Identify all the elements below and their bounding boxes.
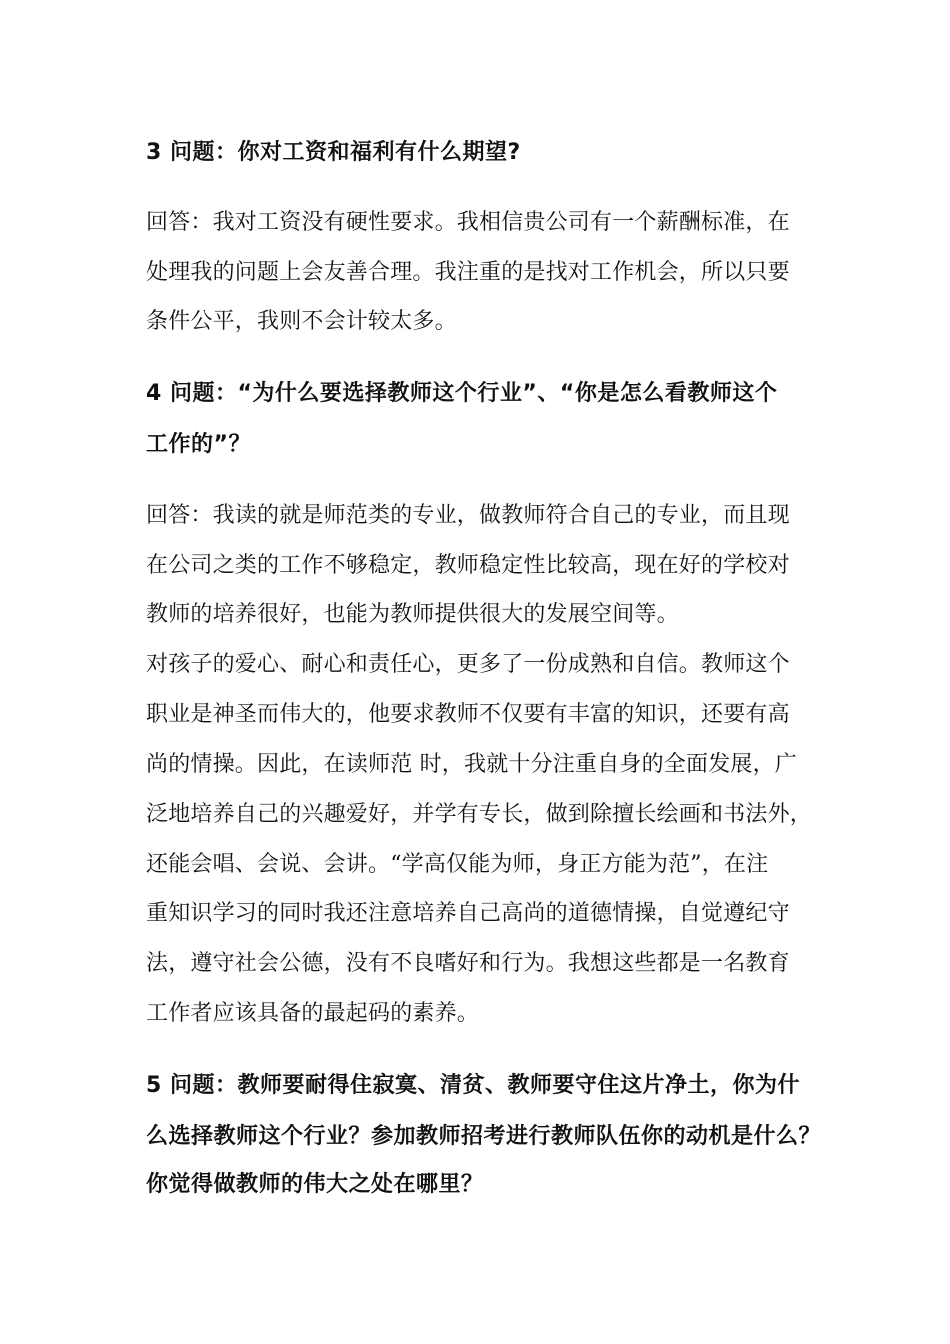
answer-4-line-6: 尚的情操。因此，在读师范 时，我就十分注重自身的全面发展，广 xyxy=(146,752,797,777)
question-5-line-3: 你觉得做教师的伟大之处在哪里？ xyxy=(146,1172,484,1197)
answer-4-line-11: 工作者应该具备的最起码的素养。 xyxy=(146,1001,480,1026)
answer-3-line-1: 回答：我对工资没有硬性要求。我相信贵公司有一个薪酬标准，在 xyxy=(146,210,790,235)
question-4-line-1: 4 问题：“为什么要选择教师这个行业”、“你是怎么看教师这个 xyxy=(146,381,778,406)
answer-4-line-8: 还能会唱、会说、会讲。“学高仅能为师，身正方能为范”，在注 xyxy=(146,852,769,877)
question-5-line-2: 么选择教师这个行业？参加教师招考进行教师队伍你的动机是什么？ xyxy=(146,1124,822,1149)
answer-3-line-3: 条件公平，我则不会计较太多。 xyxy=(146,309,457,334)
answer-3-line-2: 处理我的问题上会友善合理。我注重的是找对工作机会，所以只要 xyxy=(146,260,790,285)
answer-4-line-5: 职业是神圣而伟大的，他要求教师不仅要有丰富的知识，还要有高 xyxy=(146,702,790,727)
answer-4-line-3: 教师的培养很好，也能为教师提供很大的发展空间等。 xyxy=(146,602,679,627)
answer-4-line-1: 回答：我读的就是师范类的专业，做教师符合自己的专业，而且现 xyxy=(146,503,790,528)
answer-4-line-2: 在公司之类的工作不够稳定，教师稳定性比较高，现在好的学校对 xyxy=(146,553,790,578)
question-4-line-2: 工作的”？ xyxy=(146,432,251,457)
answer-4-line-4: 对孩子的爱心、耐心和责任心，更多了一份成熟和自信。教师这个 xyxy=(146,652,790,677)
question-3-line-1: 3 问题：你对工资和福利有什么期望? xyxy=(146,140,521,165)
question-5-line-1: 5 问题：教师要耐得住寂寞、清贫、教师要守住这片净土，你为什 xyxy=(146,1073,800,1098)
answer-4-line-7: 泛地培养自己的兴趣爱好，并学有专长，做到除擅长绘画和书法外， xyxy=(146,802,813,827)
answer-4-line-10: 法，遵守社会公德，没有不良嗜好和行为。我想这些都是一名教育 xyxy=(146,951,790,976)
answer-4-line-9: 重知识学习的同时我还注意培养自己高尚的道德情操，自觉遵纪守 xyxy=(146,901,790,926)
